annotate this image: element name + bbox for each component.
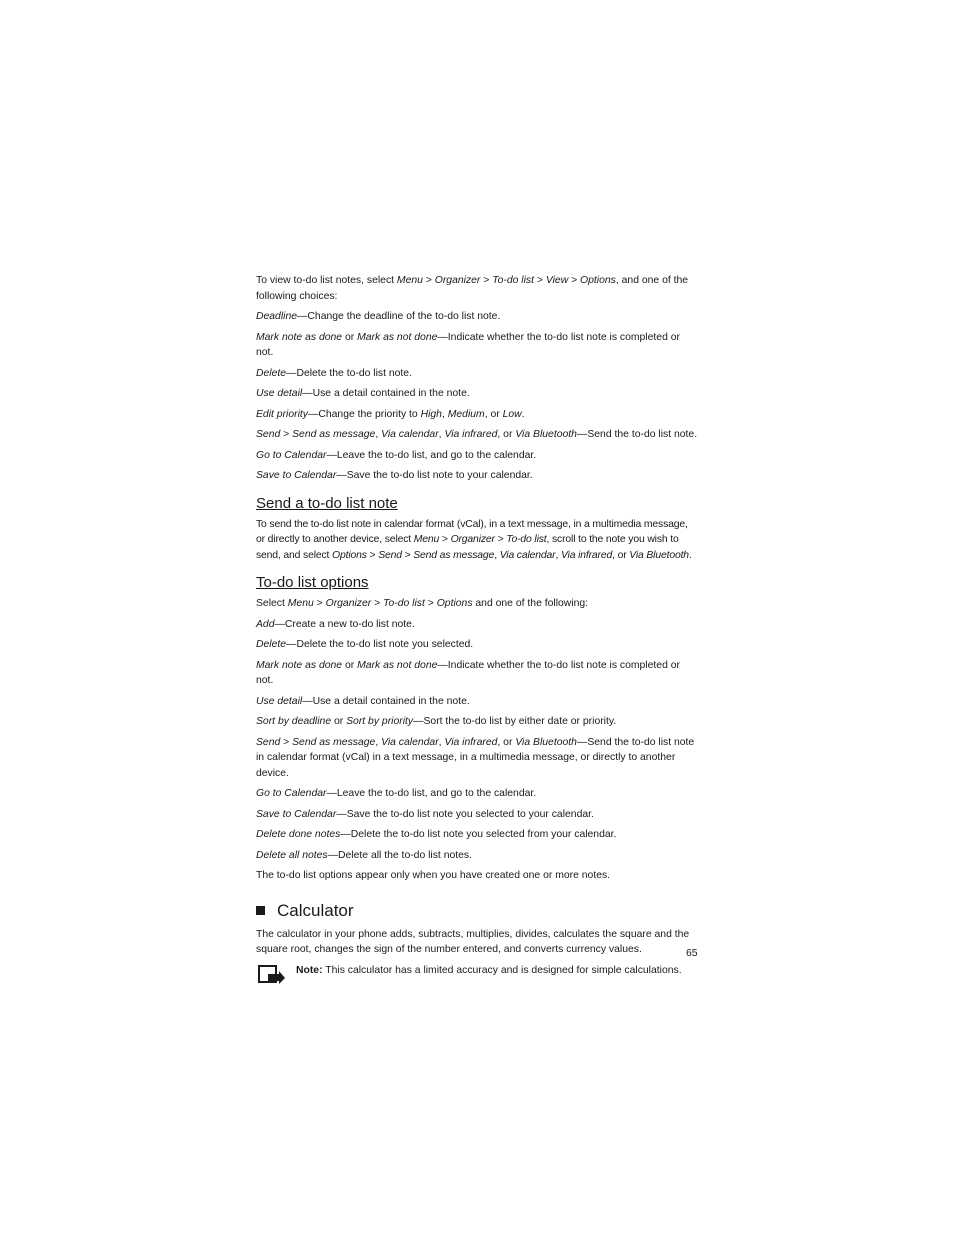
- menu-term: Low: [502, 408, 522, 420]
- calculator-section-title: [256, 901, 698, 921]
- menu-term: Edit priority: [256, 408, 308, 420]
- menu-term: Via infrared: [444, 736, 498, 748]
- menu-term: Via Bluetooth: [515, 429, 577, 440]
- menu-term: View: [545, 275, 569, 286]
- text: To view to-do list notes, select: [256, 275, 397, 286]
- menu-term: Go to Calendar: [256, 788, 327, 799]
- note-hand-icon: [256, 964, 286, 986]
- menu-term: Via Bluetooth: [629, 549, 689, 561]
- option-item: [256, 386, 698, 402]
- menu-term: To-do list: [383, 598, 425, 609]
- text: , and one of the following choices:: [256, 275, 689, 302]
- menu-term: Via calendar: [381, 736, 439, 748]
- menu-term: Via infrared: [560, 549, 613, 561]
- menu-term: Via infrared: [444, 429, 498, 440]
- options-intro: [256, 596, 698, 612]
- menu-term: Deadline: [256, 311, 298, 322]
- text: , or: [484, 408, 503, 420]
- menu-term: Menu: [287, 598, 314, 609]
- menu-term: Medium: [447, 408, 485, 420]
- menu-term: Via calendar: [381, 429, 439, 440]
- text: —Indicate whether the to-do list note is completed or not.: [256, 331, 680, 358]
- text: >: [401, 549, 414, 561]
- text: >: [366, 549, 379, 561]
- menu-term: Delete done notes: [256, 829, 341, 840]
- text: —Send the to-do list note.: [576, 429, 698, 440]
- text: —Change the deadline of the to-do list note.: [297, 311, 501, 322]
- menu-term: Send: [256, 736, 281, 748]
- option-item: [256, 617, 698, 633]
- text: or: [342, 331, 358, 343]
- text: ,: [438, 429, 445, 440]
- text: —Sort the to-do list by either date or priority.: [413, 716, 617, 727]
- text: ,: [555, 549, 561, 561]
- menu-term: Use detail: [256, 695, 303, 707]
- menu-term: Options: [580, 275, 616, 286]
- text: —Leave the to-do list, and go to the calendar.: [326, 788, 537, 799]
- options-footer: The to-do list options appear only when you have created one or more notes.: [256, 870, 611, 881]
- text: >: [313, 598, 326, 609]
- note-text: [296, 963, 682, 979]
- menu-term: Mark note as done: [256, 659, 343, 671]
- menu-term: Save to Calendar: [256, 808, 337, 820]
- menu-term: Options: [332, 549, 367, 561]
- menu-term: To-do list: [506, 534, 547, 545]
- text: ,: [375, 429, 382, 440]
- option-item: [256, 714, 698, 730]
- text: >: [422, 275, 435, 286]
- text: —Delete the to-do list note you selected.: [286, 639, 474, 650]
- menu-term: Go to Calendar: [256, 449, 327, 461]
- text: —Use a detail contained in the note.: [302, 695, 470, 707]
- option-item: [256, 807, 698, 823]
- text: >: [439, 534, 451, 545]
- menu-term: Add: [256, 618, 275, 630]
- menu-term: Organizer: [325, 598, 372, 609]
- menu-term: Mark note as done: [256, 331, 343, 343]
- menu-term: Send as message: [292, 736, 376, 748]
- text: >: [280, 736, 293, 748]
- calculator-heading: Calculator: [277, 900, 354, 920]
- text: >: [534, 275, 546, 286]
- text: or: [342, 659, 358, 671]
- option-item: [256, 827, 698, 843]
- page-number: 65: [686, 948, 698, 959]
- calculator-paragraph: The calculator in your phone adds, subtracts, multiplies, divides, calculates the square and the square root, changes the sign of the number entered, and converts currency values.: [256, 928, 690, 955]
- text: , or: [497, 429, 516, 440]
- text: —Delete the to-do list note you selected from your calendar.: [340, 829, 617, 840]
- option-item: [256, 309, 698, 325]
- menu-term: Options: [436, 598, 473, 609]
- option-item: [256, 637, 698, 653]
- options-heading: To-do list options: [256, 574, 369, 591]
- menu-term: Save to Calendar: [256, 470, 337, 481]
- text: —Delete all the to-do list notes.: [327, 849, 473, 861]
- note-label: Note:: [296, 964, 323, 976]
- option-item: [256, 366, 698, 382]
- option-item: [256, 848, 698, 864]
- text: —Change the priority to: [307, 408, 421, 420]
- text: —Indicate whether the to-do list note is completed or not.: [256, 659, 680, 686]
- text: .: [688, 549, 692, 561]
- option-item: [256, 468, 698, 484]
- text: , scroll to the note you wish to send, and select: [256, 534, 679, 561]
- menu-term: Mark as not done: [357, 659, 438, 671]
- text: —Create a new to-do list note.: [274, 618, 415, 630]
- menu-term: Via Bluetooth: [515, 736, 577, 748]
- text: , or: [497, 736, 516, 748]
- menu-term: To-do list: [492, 275, 535, 286]
- intro-paragraph: [256, 273, 698, 304]
- text: —Save the to-do list note to your calendar.: [336, 470, 533, 481]
- menu-term: Organizer: [450, 534, 495, 545]
- text: .: [521, 408, 525, 420]
- note-body: This calculator has a limited accuracy and is designed for simple calculations.: [322, 964, 682, 976]
- menu-term: Delete all notes: [256, 849, 328, 861]
- menu-term: High: [420, 408, 442, 420]
- note-box: [256, 963, 698, 986]
- menu-term: Use detail: [256, 388, 303, 399]
- options-list: [256, 617, 698, 864]
- menu-term: Send as message: [292, 429, 376, 440]
- menu-term: Delete: [256, 639, 287, 650]
- menu-term: Via calendar: [499, 549, 556, 561]
- menu-term: Organizer: [434, 275, 481, 286]
- menu-term: Menu: [413, 534, 440, 545]
- menu-term: Sort by priority: [346, 716, 414, 727]
- text: —Save the to-do list note you selected to your calendar.: [336, 808, 594, 820]
- menu-term: Send: [256, 429, 281, 440]
- option-item: [256, 427, 698, 443]
- text: >: [371, 598, 384, 609]
- text: , or: [612, 549, 630, 561]
- option-item: [256, 786, 698, 802]
- menu-term: Send as message: [413, 549, 495, 561]
- text: ,: [494, 549, 500, 561]
- text: —Send the to-do list note in calendar format (vCal) in a text message, in a multimedia message, or directly to another device.: [256, 736, 695, 779]
- text: —Use a detail contained in the note.: [302, 388, 470, 399]
- option-item: [256, 735, 698, 782]
- text: or: [331, 716, 347, 727]
- text: Select: [256, 598, 288, 609]
- option-item: [256, 407, 698, 423]
- option-item: [256, 694, 698, 710]
- text: ,: [375, 736, 382, 748]
- view-options-list: [256, 309, 698, 484]
- option-item: [256, 330, 698, 361]
- menu-term: Menu: [396, 275, 423, 286]
- menu-term: Sort by deadline: [256, 716, 332, 727]
- text: >: [280, 429, 293, 440]
- menu-term: Mark as not done: [357, 331, 438, 343]
- text: >: [494, 534, 507, 545]
- text: —Delete the to-do list note.: [286, 367, 412, 379]
- option-item: [256, 658, 698, 689]
- page-content: [256, 273, 698, 986]
- text: >: [424, 598, 437, 609]
- square-bullet-icon: [256, 906, 265, 915]
- send-paragraph: [256, 517, 698, 564]
- text: ,: [441, 408, 448, 420]
- send-heading: Send a to-do list note: [256, 494, 398, 512]
- text: and one of the following:: [472, 598, 589, 609]
- option-item: [256, 448, 698, 464]
- menu-term: Send: [378, 549, 402, 561]
- text: >: [568, 275, 581, 286]
- text: ,: [438, 736, 445, 748]
- menu-term: Delete: [256, 367, 287, 379]
- text: —Leave the to-do list, and go to the calendar.: [326, 449, 537, 461]
- text: >: [480, 275, 493, 286]
- text: To send the to-do list note in calendar format (vCal), in a text message, in a multimedia message, or directly to another device, select: [256, 518, 688, 545]
